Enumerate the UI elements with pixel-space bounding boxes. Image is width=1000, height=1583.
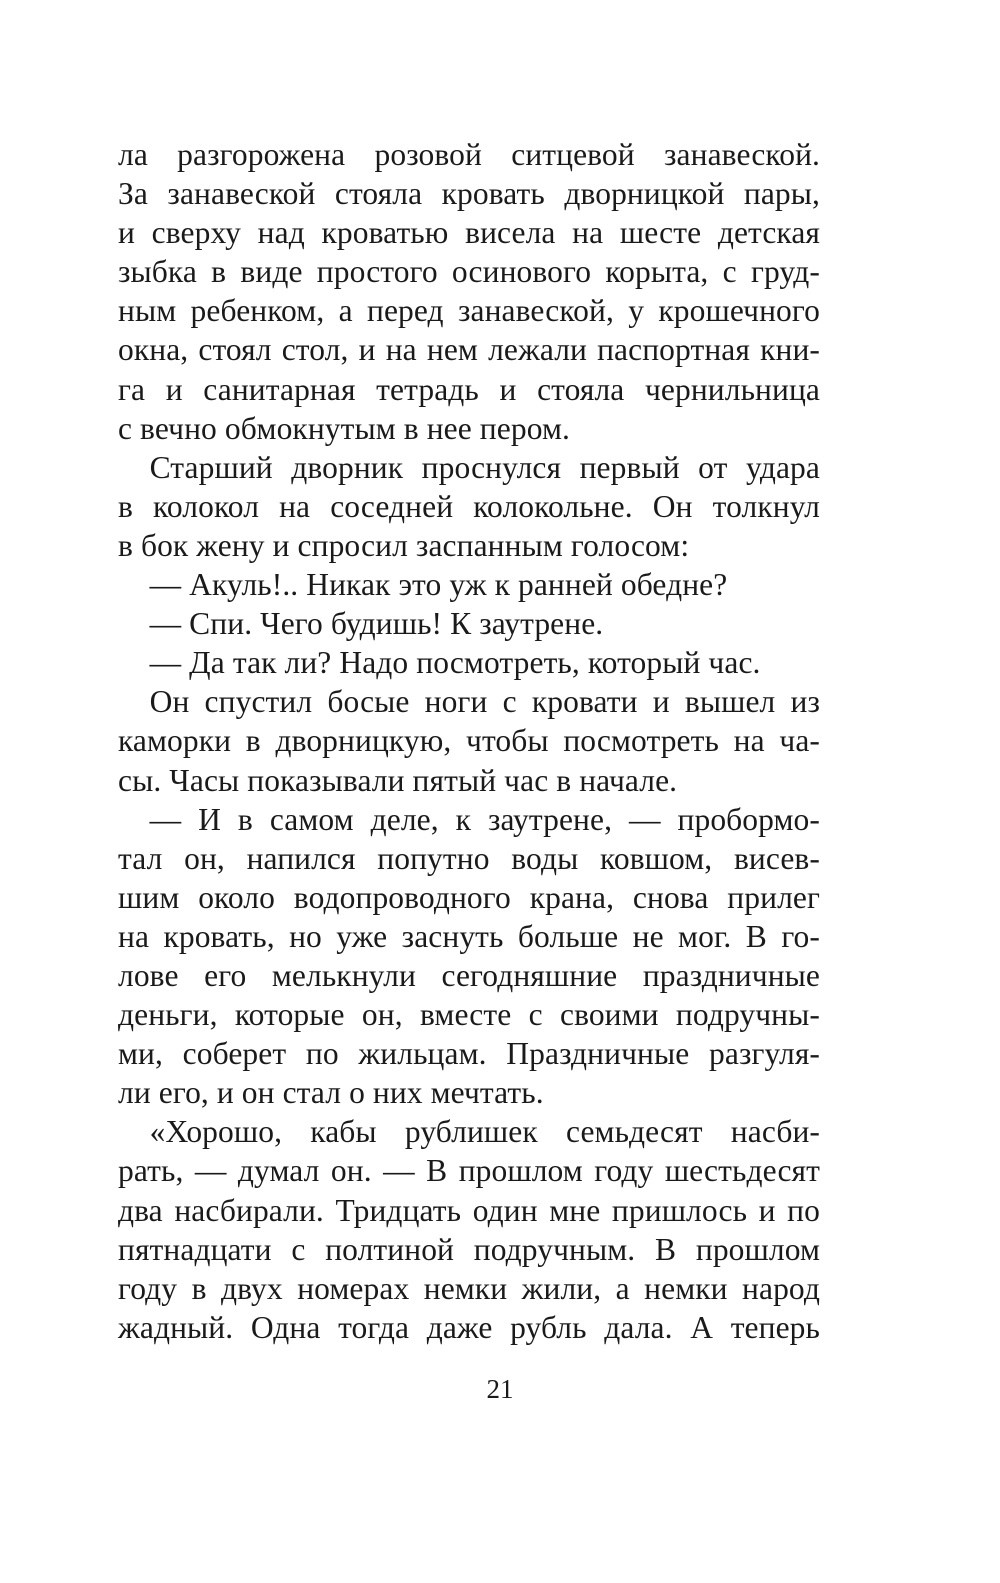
text-line: Он спустил босые ноги с кровати и вышел из: [118, 684, 820, 720]
text-line: на кровать, но уже заснуть больше не мог. В го-: [118, 918, 820, 954]
text-line: га и санитарная тетрадь и стояла чернильница: [118, 371, 820, 407]
text-line: пятнадцати с полтиной подручным. В прошлом: [118, 1231, 820, 1267]
text-line: жадный. Одна тогда даже рубль дала. А теперь: [118, 1309, 820, 1345]
text-line: ным ребенком, а перед занавеской, у крошечного: [118, 293, 820, 329]
text-line: — Да так ли? Надо посмотреть, который час.: [118, 645, 761, 681]
text-line: окна, стоял стол, и на нем лежали паспортная кни-: [118, 332, 820, 368]
text-line: каморки в дворницкую, чтобы посмотреть на ча-: [118, 723, 820, 759]
text-line: Старший дворник проснулся первый от удара: [118, 449, 820, 485]
text-line: ли его, и он стал о них мечтать.: [118, 1075, 544, 1111]
text-line: ла разгорожена розовой ситцевой занавеской.: [118, 137, 820, 172]
text-line: с вечно обмокнутым в нее пером.: [118, 410, 570, 446]
text-line: ми, соберет по жильцам. Праздничные разгуля-: [118, 1036, 820, 1072]
text-line: в колокол на соседней колокольне. Он толкнул: [118, 488, 820, 524]
text-line: и сверху над кроватью висела на шесте детская: [118, 215, 820, 251]
text-line: — Акуль!.. Никак это уж к ранней обедне?: [118, 567, 728, 603]
text-line: году в двух номерах немки жили, а немки народ: [118, 1270, 820, 1306]
text-line: За занавеской стояла кровать дворницкой пары,: [118, 176, 820, 212]
text-line: — Спи. Чего будишь! К заутрене.: [118, 606, 604, 642]
text-line: сы. Часы показывали пятый час в начале.: [118, 762, 678, 798]
text-line: шим около водопроводного крана, снова прилег: [118, 879, 820, 915]
text-line: в бок жену и спросил заспанным голосом:: [118, 527, 690, 563]
text-line: зыбка в виде простого осинового корыта, с груд-: [118, 254, 820, 290]
text-line: рать, — думал он. — В прошлом году шестьдесят: [118, 1153, 820, 1189]
text-line: деньги, которые он, вместе с своими подручны-: [118, 997, 820, 1033]
body-text: [118, 135, 820, 1347]
text-line: лове его мелькнули сегодняшние праздничные: [118, 957, 820, 993]
text-line: два насбирали. Тридцать один мне пришлось и по: [118, 1192, 820, 1228]
text-line: тал он, напился попутно воды ковшом, висев-: [118, 840, 820, 876]
text-line: «Хорошо, кабы рублишек семьдесят насби-: [118, 1114, 820, 1150]
text-line: — И в самом деле, к заутрене, — пробормо-: [118, 801, 820, 837]
page-number: 21: [486, 1374, 514, 1404]
